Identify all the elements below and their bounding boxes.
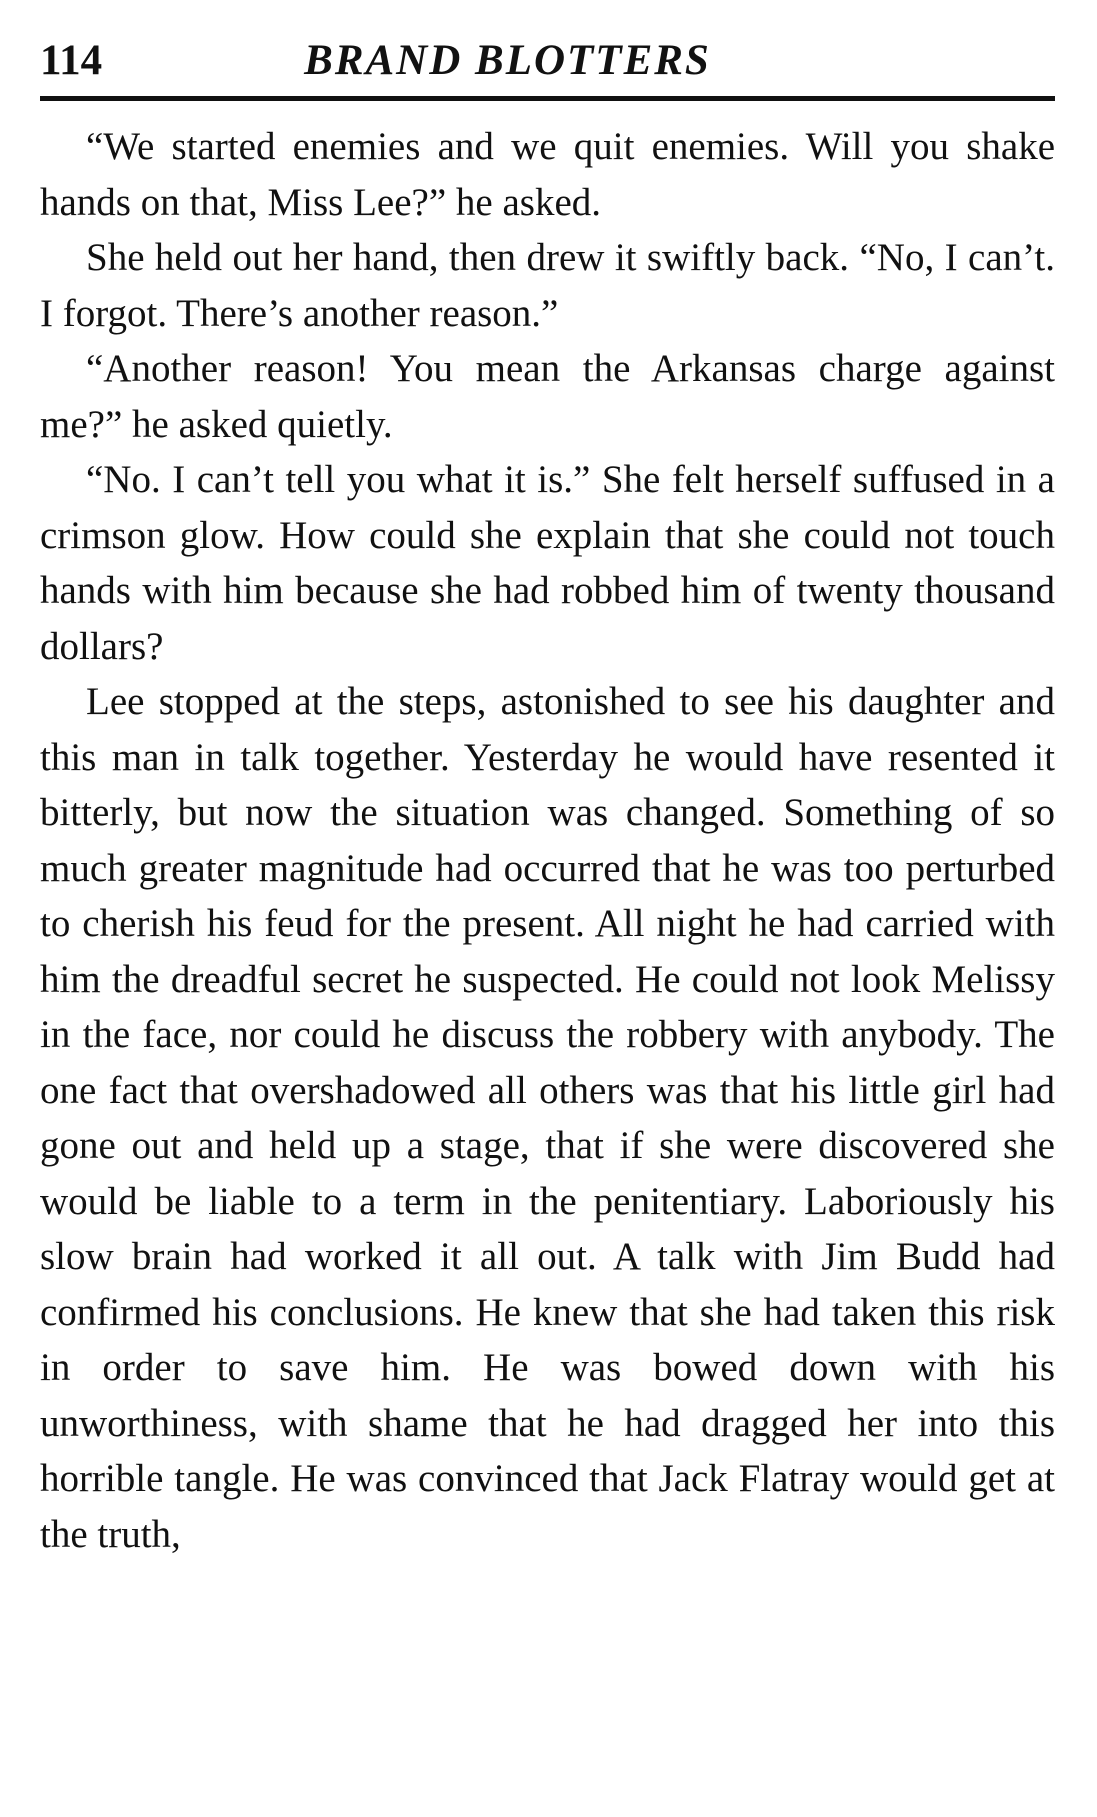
header-rule: [40, 96, 1055, 101]
paragraph: “Another reason! You mean the Arkansas charge against me?” he asked quietly.: [40, 347, 1055, 446]
running-head: [40, 30, 1055, 92]
page-number: 114: [40, 37, 103, 84]
running-title: BRAND BLOTTERS: [304, 37, 711, 84]
paragraph: She held out her hand, then drew it swiftly back. “No, I can’t. I forgot. There’s another reason.”: [40, 236, 1055, 335]
book-page: [40, 30, 1055, 1562]
paragraph: “We started enemies and we quit enemies. Will you shake hands on that, Miss Lee?” he asked.: [40, 125, 1055, 224]
body-text: [40, 119, 1055, 1562]
paragraph: Lee stopped at the steps, astonished to see his daughter and this man in talk together. Yesterday he would have resented it bitterly, but now the situation was changed. Something of so much greater magnitude had occurred that he was too perturbed to cherish his feud for the present. All night he had carried with him the dreadful secret he suspected. He could not look Melissy in the face, nor could he discuss the robbery with anybody. The one fact that overshadowed all others was that his little girl had gone out and held up a stage, that if she were discovered she would be liable to a term in the penitentiary. Laboriously his slow brain had worked it all out. A talk with Jim Budd had confirmed his conclusions. He knew that she had taken this risk in order to save him. He was bowed down with his unworthiness, with shame that he had dragged her into this horrible tangle. He was convinced that Jack Flatray would get at the truth,: [40, 680, 1055, 1556]
paragraph: “No. I can’t tell you what it is.” She felt herself suffused in a crimson glow. How could she explain that she could not touch hands with him because she had robbed him of twenty thousand dollars?: [40, 458, 1055, 668]
